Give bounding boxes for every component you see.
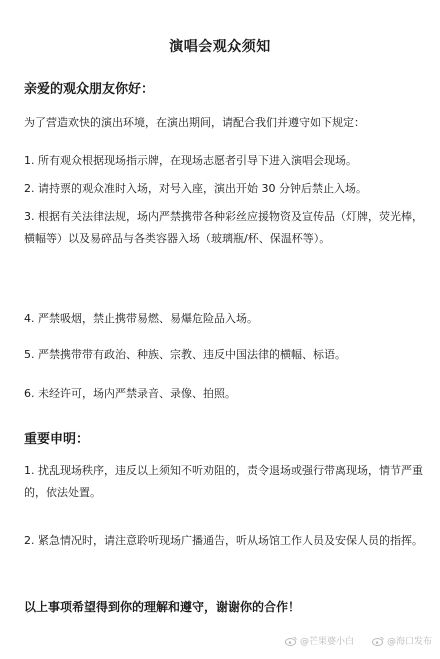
notice-item-1: 1. 扰乱现场秩序，违反以上须知不听劝阻的，责令退场或强行带离现场，情节严重的，依法处置。 xyxy=(24,464,423,499)
rule-item-3: 3. 根据有关法律法规，场内严禁携带各种彩丝应援物资及宣传品（灯牌，荧光棒，横幅等）以及易碎品与各类容器入场（玻璃瓶/杯、保温杯等）。 xyxy=(24,210,423,245)
watermark-text: @芒果婆小白 xyxy=(299,637,354,647)
notice-heading: 重要申明： xyxy=(24,432,90,447)
notice-item-2: 2. 紧急情况时，请注意聆听现场广播通告，听从场馆工作人员及安保人员的指挥。 xyxy=(24,534,423,547)
intro-paragraph: 为了营造欢快的演出环境，在演出期间，请配合我们并遵守如下规定： xyxy=(24,116,365,129)
salutation: 亲爱的观众朋友你好： xyxy=(24,82,155,97)
watermark-1 xyxy=(285,634,354,647)
watermark-text: @海口发布 xyxy=(386,637,432,647)
page-title: 演唱会观众须知 xyxy=(169,39,271,55)
rule-item-1: 1. 所有观众根据现场指示牌，在现场志愿者引导下进入演唱会现场。 xyxy=(24,154,357,167)
weibo-icon xyxy=(285,636,297,646)
closing-line: 以上事项希望得到你的理解和遵守，谢谢你的合作！ xyxy=(24,600,301,614)
rule-item-6: 6. 未经许可，场内严禁录音、录像、拍照。 xyxy=(24,387,236,400)
watermark-2 xyxy=(372,634,432,647)
rule-item-2: 2. 请持票的观众准时入场，对号入座，演出开始 30 分钟后禁止入场。 xyxy=(24,182,367,195)
watermark-bar xyxy=(285,634,432,647)
rule-item-5: 5. 严禁携带带有政治、种族、宗教、违反中国法律的横幅、标语。 xyxy=(24,348,346,361)
weibo-icon xyxy=(372,636,384,646)
rule-item-4: 4. 严禁吸烟，禁止携带易燃、易爆危险品入场。 xyxy=(24,312,258,325)
